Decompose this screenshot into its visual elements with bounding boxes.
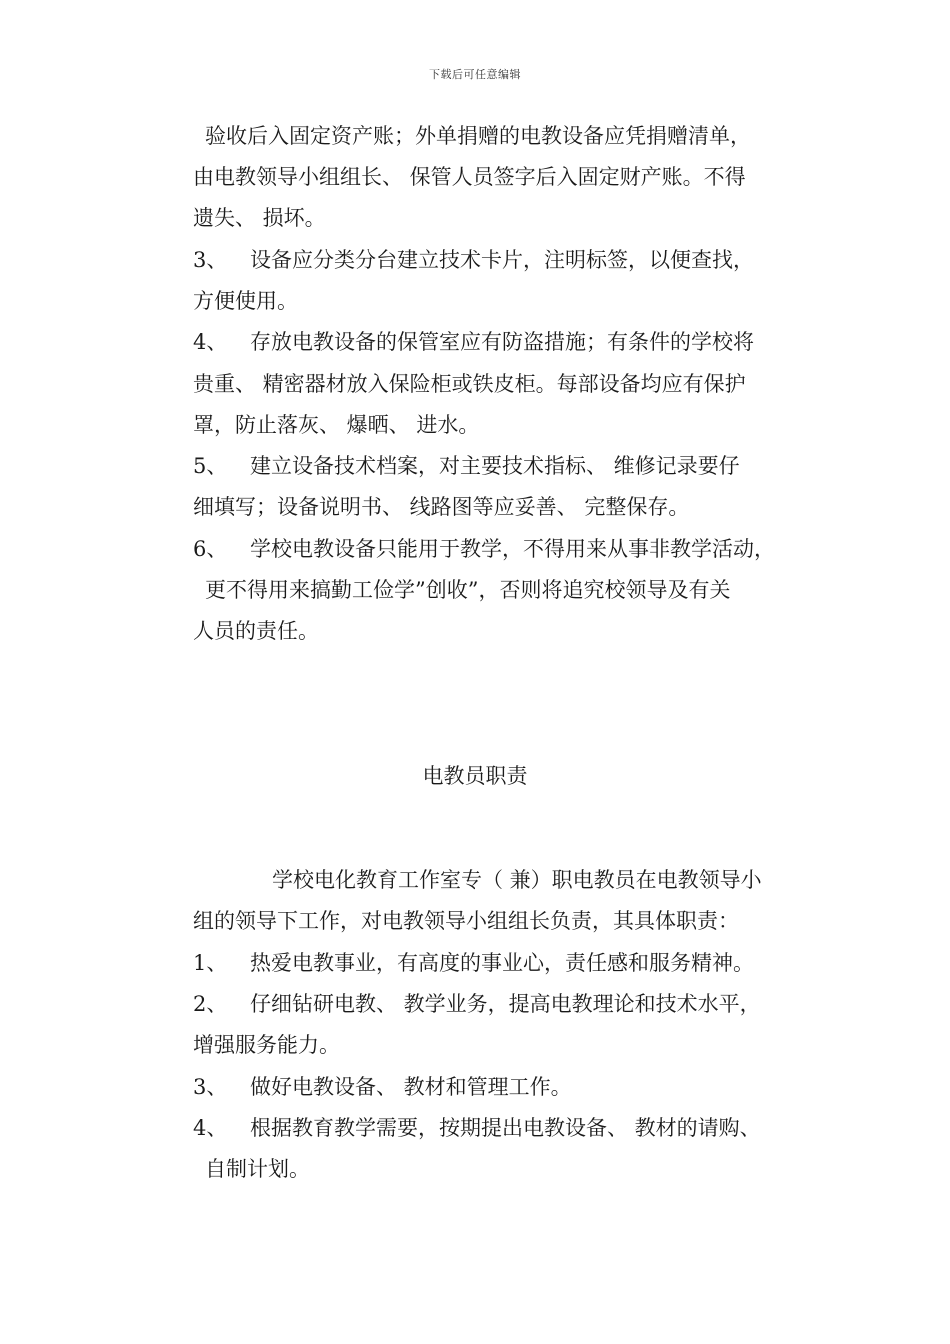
list-item [193, 535, 775, 563]
paragraph-line: 自制计划。 [205, 1157, 310, 1181]
paragraph-line: 由电教领导小组组长、 保管人员签字后入固定财产账。不得 [193, 165, 746, 189]
paragraph-line: 人员的责任。 [193, 619, 319, 643]
paragraph-line: 增强服务能力。 [193, 1033, 340, 1057]
list-item [193, 949, 754, 977]
item-number: 4、 [193, 330, 228, 354]
list-item [193, 1114, 761, 1142]
paragraph-line: 贵重、 精密器材放入保险柜或铁皮柜。每部设备均应有保护 [193, 372, 746, 396]
list-item [193, 452, 740, 480]
list-item [193, 246, 754, 274]
item-number: 1、 [193, 951, 228, 975]
item-number: 6、 [193, 537, 228, 561]
item-text: 根据教育教学需要，按期提出电教设备、 教材的请购、 [250, 1116, 761, 1140]
page-header: 下载后可任意编辑 [429, 68, 521, 81]
item-text: 建立设备技术档案，对主要技术指标、 维修记录要仔 [250, 454, 740, 478]
paragraph-line: 遗失、 损坏。 [193, 206, 326, 230]
item-text: 热爱电教事业，有高度的事业心，责任感和服务精神。 [250, 951, 754, 975]
item-number: 3、 [193, 248, 228, 272]
list-item [193, 1073, 572, 1101]
item-number: 5、 [193, 454, 228, 478]
paragraph-line: 组的领导下工作，对电教领导小组组长负责，其具体职责： [193, 909, 739, 933]
list-item [193, 990, 761, 1018]
item-text: 存放电教设备的保管室应有防盗措施；有条件的学校将 [250, 330, 754, 354]
item-text: 设备应分类分台建立技术卡片，注明标签，以便查找， [250, 248, 754, 272]
item-number: 2、 [193, 992, 228, 1016]
list-item [193, 328, 754, 356]
item-number: 4、 [193, 1116, 228, 1140]
item-text: 学校电教设备只能用于教学，不得用来从事非教学活动， [250, 537, 775, 561]
item-text: 仔细钻研电教、 教学业务，提高电教理论和技术水平， [250, 992, 761, 1016]
section-title: 电教员职责 [422, 764, 528, 788]
paragraph-line: 细填写；设备说明书、 线路图等应妥善、 完整保存。 [193, 495, 690, 519]
paragraph-line: 方便使用。 [193, 289, 298, 313]
item-text: 做好电教设备、 教材和管理工作。 [250, 1075, 572, 1099]
paragraph-line: 罩，防止落灰、 爆晒、 进水。 [193, 413, 480, 437]
paragraph-line: 验收后入固定资产账；外单捐赠的电教设备应凭捐赠清单， [205, 124, 751, 148]
paragraph-line: 学校电化教育工作室专（ 兼）职电教员在电教领导小 [272, 868, 762, 892]
paragraph-line: 更不得用来搞勤工俭学”创收”，否则将追究校领导及有关 [205, 578, 731, 602]
item-number: 3、 [193, 1075, 228, 1099]
